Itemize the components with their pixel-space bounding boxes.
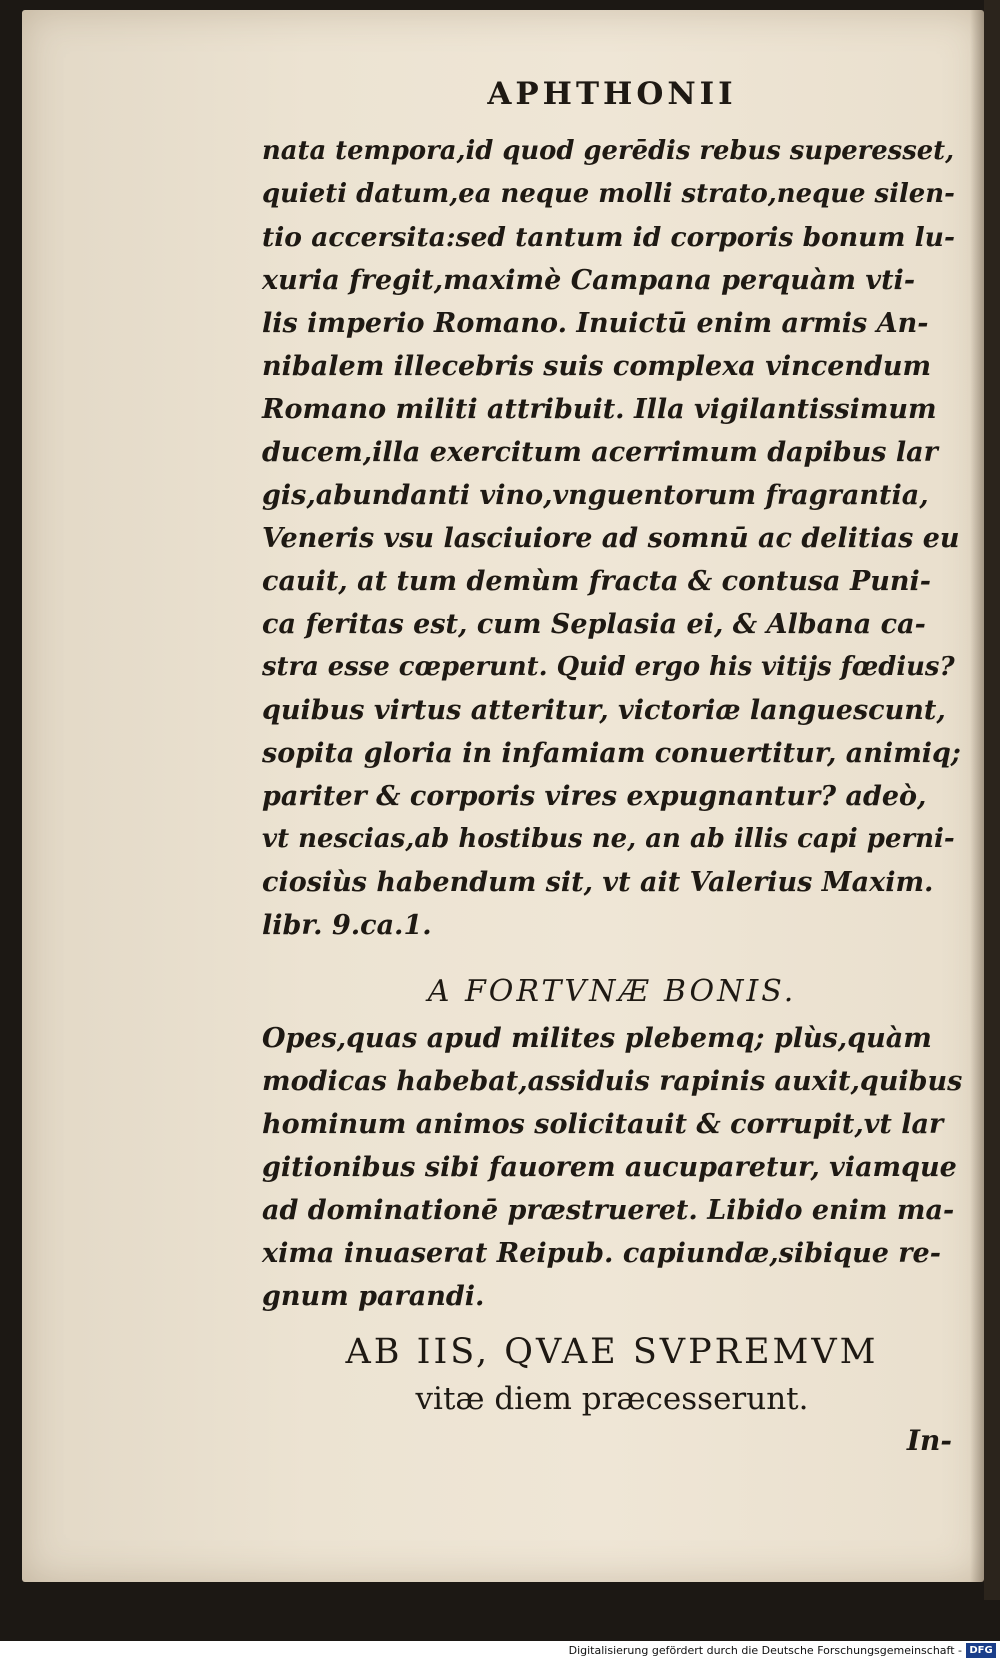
heading-line: vitæ diem præcesserunt. xyxy=(415,1381,809,1417)
page-fore-edge xyxy=(970,10,984,1582)
text-line: ducem,illa exercitum acerrimum dapibus lar xyxy=(262,437,938,468)
text-line: Veneris vsu lasciuiore ad somnū ac delitias eu xyxy=(262,523,960,554)
text-line: ad dominationē præstrueret. Libido enim ma- xyxy=(262,1195,955,1226)
footer-credit-bar xyxy=(0,1641,1000,1661)
text-line: quieti datum,ea neque molli strato,neque silen- xyxy=(262,179,955,209)
text-line: stra esse cœperunt. Quid ergo his vitijs fœdius? xyxy=(262,652,955,682)
text-line: vt nescias,ab hostibus ne, an ab illis capi perni- xyxy=(262,824,955,854)
text-line: xima inuaserat Reipub. capiundæ,sibique re- xyxy=(262,1238,941,1269)
text-line: libr. 9.ca.1. xyxy=(262,910,432,941)
text-line: modicas habebat,assiduis rapinis auxit,quibus xyxy=(262,1066,963,1097)
text-line: nata tempora,id quod gerēdis rebus superesset, xyxy=(262,136,955,166)
text-line: ciosiùs habendum sit, vt ait Valerius Maxim. xyxy=(262,867,934,898)
funding-credit: Digitalisierung gefördert durch die Deutsche Forschungsgemeinschaft - xyxy=(568,1644,962,1657)
text-line: xuria fregit,maximè Campana perquàm vti- xyxy=(262,265,916,296)
body-text-1 xyxy=(262,130,962,947)
running-head: APHTHONII xyxy=(487,76,737,112)
text-line: tio accersita:sed tantum id corporis bonum lu- xyxy=(262,222,955,253)
text-line: sopita gloria in infamiam conuertitur, animiq; xyxy=(262,738,961,769)
text-line: gitionibus sibi fauorem aucuparetur, viamque xyxy=(262,1152,957,1183)
text-line: quibus virtus atteritur, victoriæ languescunt, xyxy=(262,695,946,726)
text-line: cauit, at tum demùm fracta & contusa Puni- xyxy=(262,566,931,597)
section-heading-fortunae: A FORTVNÆ BONIS. xyxy=(427,974,797,1009)
background-strip xyxy=(984,0,1000,1600)
catchword: In- xyxy=(906,1424,952,1457)
text-line: gnum parandi. xyxy=(262,1281,485,1312)
text-line: Romano militi attribuit. Illa vigilantissimum xyxy=(262,394,937,425)
section-heading-supremum xyxy=(262,1328,962,1422)
text-line: Opes,quas apud milites plebemq; plùs,quàm xyxy=(262,1023,932,1054)
text-line: pariter & corporis vires expugnantur? adeò, xyxy=(262,781,927,812)
text-line: nibalem illecebris suis complexa vincendum xyxy=(262,351,932,382)
text-line: ca feritas est, cum Seplasia ei, & Albana ca- xyxy=(262,609,926,640)
dfg-logo: DFG xyxy=(966,1643,996,1658)
text-line: gis,abundanti vino,vnguentorum fragrantia, xyxy=(262,480,929,511)
text-line: lis imperio Romano. Inuictū enim armis An- xyxy=(262,308,929,339)
text-line: hominum animos solicitauit & corrupit,vt lar xyxy=(262,1109,944,1140)
heading-line: AB IIS, QVAE SVPREMVM xyxy=(345,1332,879,1372)
body-text-2 xyxy=(262,1017,962,1318)
